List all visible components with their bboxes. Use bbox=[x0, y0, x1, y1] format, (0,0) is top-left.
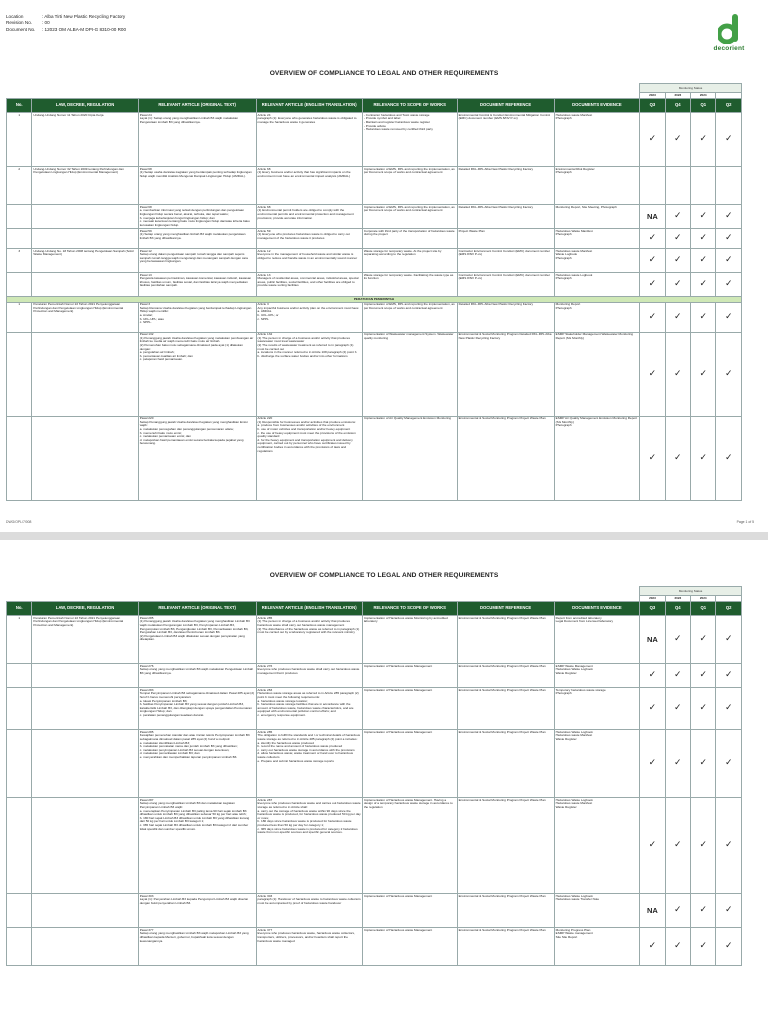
row-number bbox=[7, 928, 32, 966]
status-check-icon: ✓ bbox=[716, 205, 742, 229]
status-na: NA bbox=[640, 894, 665, 928]
column-header: Q1 bbox=[691, 98, 716, 112]
status-na: NA bbox=[640, 616, 665, 664]
column-header: DOCUMENT REFERENCE bbox=[457, 98, 554, 112]
status-check-icon: ✓ bbox=[716, 664, 742, 688]
status-check-icon: ✓ bbox=[665, 894, 690, 928]
status-check-icon bbox=[640, 167, 665, 205]
english-article-cell: Article 276 Everyone who produces hazardous waste shall carry out hazardous waste management that it produces bbox=[256, 664, 362, 688]
header-field-label: Location bbox=[6, 14, 24, 19]
row-number: 1 bbox=[7, 113, 32, 167]
column-header: RELEVANCE TO SCOPE OF WORKS bbox=[362, 98, 457, 112]
row-number bbox=[7, 688, 32, 730]
english-article-cell: Article 283 Hazardous waste storage areas as referred to in Article 285 paragraph (2) point b must meet the following requirements: a. hazardous waste storage location; b. hazardous waste storage facilities that are in accordance with the amount of hazardous waste, hazardous waste characteristics, and are equipped with environmental pollution control efforts; and c. emergency response equipment. bbox=[256, 688, 362, 730]
law-cell: Peraturan Pemerintah Nomor 22 Tahun 2021 Penyelenggaraan Perlindungan dan Pengelolaan Lingkungan Hidup (Environmental Protection and Management) bbox=[32, 616, 138, 664]
decorient-d-icon bbox=[718, 14, 740, 44]
status-check-icon: ✓ bbox=[691, 416, 716, 500]
row-number: 1 bbox=[7, 302, 32, 332]
documents-evidence-cell: Temporary hazardous waste storage Photograph bbox=[554, 688, 640, 730]
status-check-icon: ✓ bbox=[665, 302, 690, 332]
document-reference-cell: Environmental & Social Monitoring Program Project Waste Plan bbox=[457, 894, 554, 928]
status-check-icon: ✓ bbox=[716, 688, 742, 730]
status-check-icon: ✓ bbox=[640, 248, 665, 272]
english-article-cell: Article 220 (1) Responsible for businesses and/or activities that produce emissions: a. produce from businesses and/or activities of the environment b. use of motor vehicles and transportation and/or heavy equipment c. the use of heavy equipment must meet the provisions of the emission quality standard d. for the heavy equipment and transportation equipment and delivery equipment, carried out by personnel who have certificates issued by certification bodies in accordance with the provisions of laws and regulations bbox=[256, 416, 362, 500]
document-reference-cell: Detailed RKL-RPL Alba New Plastic Recycling Factory bbox=[457, 302, 554, 332]
row-number bbox=[7, 798, 32, 894]
relevance-cell: Corporate with third party of the transportation of hazardous waste during the project bbox=[362, 228, 457, 248]
page-title: OVERVIEW OF COMPLIANCE TO LEGAL AND OTHER REQUIREMENTS bbox=[269, 572, 499, 579]
status-check-icon: ✓ bbox=[640, 302, 665, 332]
law-cell bbox=[32, 332, 138, 416]
document-reference-cell: Environmental & Social Monitoring Program Detailed RKL-RPL Alba New Plastic Recycling Factory bbox=[457, 332, 554, 416]
document-reference-cell: Environmental & Social Monitoring Program Project Waste Plan bbox=[457, 928, 554, 966]
english-article-cell: Article 59 (1) Everyone who produces hazardous waste is obliged to carry out management of the hazardous waste it produces bbox=[256, 228, 362, 248]
status-check-icon: ✓ bbox=[665, 416, 690, 500]
status-check-icon: ✓ bbox=[665, 616, 690, 664]
status-check-icon: ✓ bbox=[640, 272, 665, 296]
status-check-icon: ✓ bbox=[640, 664, 665, 688]
status-check-icon bbox=[665, 167, 690, 205]
status-check-icon: ✓ bbox=[691, 664, 716, 688]
status-check-icon: ✓ bbox=[665, 664, 690, 688]
law-cell: Undang-Undang Nomor 11 Tahun 2020 Cipta Kerja bbox=[32, 113, 138, 167]
document-reference-cell: Project Waste Plan bbox=[457, 228, 554, 248]
header-spacer bbox=[7, 84, 640, 93]
documents-evidence-cell: Hazardous Waste Logbook Hazardous waste Manifest Waste Register bbox=[554, 798, 640, 894]
original-article-cell: Pasal 13 Pengelola kawasan permukiman, kawasan komersial, kawasan industri, kawasan khusus, fasilitas umum, fasilitas sosial, dan fasilitas lainnya wajib menyediakan fasilitas pemilahan sampah. bbox=[138, 272, 256, 296]
status-check-icon: ✓ bbox=[691, 730, 716, 798]
relevance-cell: Implementation of Hazardous waste Management bbox=[362, 688, 457, 730]
status-check-icon bbox=[716, 167, 742, 205]
column-header: Q1 bbox=[691, 601, 716, 615]
status-check-icon: ✓ bbox=[691, 205, 716, 229]
status-check-icon: ✓ bbox=[716, 228, 742, 248]
status-check-icon: ✓ bbox=[691, 302, 716, 332]
row-number: 3 bbox=[7, 248, 32, 272]
document-reference-cell: Environmental Control & Conduct Environmental Mitigation Control (EMC) document number (EMS 8/NV P-xx) bbox=[457, 113, 554, 167]
status-check-icon: ✓ bbox=[640, 416, 665, 500]
monitoring-status-label: Monitoring Status bbox=[640, 84, 742, 93]
status-check-icon: ✓ bbox=[716, 416, 742, 500]
column-header: RELEVANCE TO SCOPE OF WORKS bbox=[362, 601, 457, 615]
original-article-cell: Pasal 303 Layat (1): Penyerahan Limbah B3 kepada Pengumpul Limbah B3 wajib disertai dengan bukti penyerahan Limbah B3. bbox=[138, 894, 256, 928]
original-article-cell: Pasal 68 a. memberikan informasi yang terkait dengan perlindungan dan pengelolaan lingkungan hidup secara benar, akurat, terbuka, dan tepat waktu; b. menjaga keberlanjutan fungsi lingkungan hidup; dan c. menaati ketentuan tentang baku mutu lingkungan hidup dan/atau kriteria baku kerusakan lingkungan hidup. bbox=[138, 205, 256, 229]
page-number: Page 1 of 5 bbox=[736, 520, 754, 524]
table-row bbox=[7, 248, 742, 272]
footer-code: DWG/OPL/7/008 bbox=[6, 520, 32, 524]
column-header: Q2 bbox=[716, 98, 742, 112]
status-check-icon: ✓ bbox=[640, 688, 665, 730]
status-check-icon: ✓ bbox=[640, 228, 665, 248]
english-article-cell: Article 68 (1) Every business and/or activity that has significant impacts on the environment must have an environmental impact analysis (AMDAL) bbox=[256, 167, 362, 205]
column-header: LAW, DECREE, REGULATION bbox=[32, 98, 138, 112]
page-title: OVERVIEW OF COMPLIANCE TO LEGAL AND OTHER REQUIREMENTS bbox=[269, 70, 499, 77]
header-field-label: Document No. bbox=[6, 26, 36, 32]
header-spacer bbox=[7, 587, 640, 596]
column-header: LAW, DECREE, REGULATION bbox=[32, 601, 138, 615]
column-header: Q4 bbox=[665, 98, 690, 112]
documents-evidence-cell: Monitoring Progress Plan ESMP Waste management Site Site Report bbox=[554, 928, 640, 966]
law-cell: Undang-Undang Nomor 32 Tahun 2009 tentang Perlindungan dan Pengelolaan Lingkungan Hidup (Environmental Management) bbox=[32, 167, 138, 205]
relevance-cell: Implementation of Hazardous waste Management. Having a design of a temporary hazardous waste storage in accordance to the regulation bbox=[362, 798, 457, 894]
english-article-cell: Article 303 paragraph (1): Handover of hazardous waste to hazardous waste collectors must be accompanied by proof of hazardous waste handover bbox=[256, 894, 362, 928]
table-row bbox=[7, 272, 742, 296]
relevance-cell: Implementation of Air Quality Management Emission Monitoring bbox=[362, 416, 457, 500]
relevance-cell: Implementation of Hazardous waste Management bbox=[362, 928, 457, 966]
law-cell bbox=[32, 730, 138, 798]
header-field-label: Revision No. bbox=[6, 20, 33, 26]
original-article-cell: Pasal 276 Setiap orang yang menghasilkan Limbah B3 wajib melakukan Pengelolaan Limbah B3 yang dihasilkannya. bbox=[138, 664, 256, 688]
table-row bbox=[7, 205, 742, 229]
status-check-icon: ✓ bbox=[691, 616, 716, 664]
status-check-icon: ✓ bbox=[691, 894, 716, 928]
table-row bbox=[7, 302, 742, 332]
header-field-value: : 12023 OM ALBA-M DPI-G 8310-00 R00 bbox=[42, 26, 127, 32]
year-label: 2024 bbox=[691, 93, 716, 99]
relevance-cell: Implementation of EMS, RPL and reporting the implementation, as per Document scope of works and contractual agreement bbox=[362, 167, 457, 205]
row-number bbox=[7, 205, 32, 229]
english-article-cell: Article 285 (1) The person in charge of a business and/or activity that produces hazardous waste shall carry out hazardous waste management (2) The disturbance of the hazardous waste as referred to in paragraph (1) must be carried out by a laboratory registered with the relevant ministry bbox=[256, 616, 362, 664]
law-cell: Peraturan Pemerintah Nomor 22 Tahun 2021 Penyelenggaraan Perlindungan dan Pengelolaan Lingkungan Hidup (Environmental Protection and Management) bbox=[32, 302, 138, 332]
english-article-cell: Article 68 (1) Environmental permit holders are obliged to comply with the environmental permits and environmental protection and management provisions; provide accurate information bbox=[256, 205, 362, 229]
status-check-icon: ✓ bbox=[640, 798, 665, 894]
status-na: NA bbox=[640, 205, 665, 229]
status-check-icon: ✓ bbox=[716, 928, 742, 966]
status-check-icon: ✓ bbox=[665, 332, 690, 416]
page-separator bbox=[0, 532, 768, 540]
status-check-icon: ✓ bbox=[640, 928, 665, 966]
status-check-icon bbox=[691, 167, 716, 205]
documents-evidence-cell: Environmental Risk Register Photograph bbox=[554, 167, 640, 205]
row-number bbox=[7, 416, 32, 500]
status-check-icon: ✓ bbox=[691, 332, 716, 416]
law-cell: Undang-Undang No. 18 Tahun 2008 tentang Pengelolaan Sampah (Solid Waste Management) bbox=[32, 248, 138, 272]
status-check-icon: ✓ bbox=[716, 616, 742, 664]
documents-evidence-cell: Monitoring Report, Site Meeting, Photograph bbox=[554, 205, 640, 229]
relevance-cell: - Contractor hazardous and Toxic waste storage - Provide symbol and label - Maintain and register hazardous waste register - Provide advice - Hazardous waste removed by certified third party bbox=[362, 113, 457, 167]
english-article-cell: Article 13 Managers of residential areas, commercial areas, industrial areas, special areas, public facilities, social facilities, and other facilities are obliged to provide waste sorting facilities bbox=[256, 272, 362, 296]
column-header: Q4 bbox=[665, 601, 690, 615]
year-label: 2023 bbox=[665, 596, 690, 602]
original-article-cell: Pasal 68 (1) Setiap usaha dan/atau kegiatan yang berdampak penting terhadap lingkungan hidup wajib memiliki Analisis Mengenai Dampak Lingkungan Hidup (AMDAL). bbox=[138, 167, 256, 205]
status-check-icon: ✓ bbox=[691, 272, 716, 296]
column-header: DOCUMENT REFERENCE bbox=[457, 601, 554, 615]
law-cell bbox=[32, 272, 138, 296]
document-header-info bbox=[6, 14, 126, 33]
header-field bbox=[6, 27, 126, 33]
table-row bbox=[7, 688, 742, 730]
row-number bbox=[7, 730, 32, 798]
status-check-icon: ✓ bbox=[691, 228, 716, 248]
document-reference-cell: Detailed RKL-RPL Alba New Plastic Recycling Factory bbox=[457, 167, 554, 205]
status-check-icon: ✓ bbox=[716, 894, 742, 928]
original-article-cell: Pasal 283 Tempat Penyimpanan Limbah B3 sebagaimana dimaksud dalam Pasal 285 ayat (2) huruf b harus memenuhi persyaratan: a. lokasi Penyimpanan Limbah B3; b. fasilitas Penyimpanan Limbah B3 yang sesuai dengan jumlah Limbah B3, karakteristik Limbah B3, dan dilengkapi dengan upaya pengendalian Pencemaran Lingkungan Hidup; dan c. peralatan penanggulangan keadaan darurat. bbox=[138, 688, 256, 730]
documents-evidence-cell: Hazardous waste Logbook Photograph bbox=[554, 272, 640, 296]
relevance-cell: Implementation of EMS, RPL and reporting the implementation, as per Document scope of works and contractual agreement bbox=[362, 205, 457, 229]
compliance-table bbox=[6, 83, 742, 501]
header-field-value: : 00 bbox=[42, 20, 50, 26]
monitoring-status-label: Monitoring Status bbox=[640, 587, 742, 596]
original-article-cell: Pasal 220 Setiap Penanggung jawab Usaha dan/atau Kegiatan yang menghasilkan Emisi wajib: a. melakukan pencegahan dan penanggulangan pencemaran udara; b. memenuhi baku mutu emisi; c. melakukan pemantauan emisi; dan d. melaporkan hasil pemantauan emisi secara berkala kepada pejabat yang berwenang. bbox=[138, 416, 256, 500]
status-check-icon: ✓ bbox=[691, 798, 716, 894]
row-number bbox=[7, 272, 32, 296]
relevance-cell: Implementation of Hazardous waste Management bbox=[362, 730, 457, 798]
status-check-icon: ✓ bbox=[716, 248, 742, 272]
documents-evidence-cell: Hazardous waste Manifest Waste Logbook Photograph bbox=[554, 248, 640, 272]
english-article-cell: Article 377 Everyone who produces hazardous waste, hazardous waste collectors, transporters, utilizers, processors, and/or hoarders shall report the hazardous waste managed bbox=[256, 928, 362, 966]
documents-evidence-cell: Hazardous Waste Manifest Photograph bbox=[554, 228, 640, 248]
document-reference-cell: Detailed RKL-RPL Alba New Plastic Recycling Factory bbox=[457, 205, 554, 229]
document-reference-cell: Environmental & Social Monitoring Program Project Waste Plan bbox=[457, 688, 554, 730]
status-check-icon: ✓ bbox=[716, 272, 742, 296]
status-check-icon: ✓ bbox=[640, 730, 665, 798]
document-reference-cell: Contractor Environment Control Conduct (EMC) document number (EMS 8/NV P-xx) bbox=[457, 272, 554, 296]
column-header: RELEVANT ARTICLE (ENGLISH TRANSLATION) bbox=[256, 601, 362, 615]
table-row bbox=[7, 928, 742, 966]
status-check-icon: ✓ bbox=[665, 205, 690, 229]
english-article-cell: Article 3 Any impactful business and/or activity plan on the environment must have: a. AMDAL b. UKL-UPL; or c. SPPL bbox=[256, 302, 362, 332]
original-article-cell: Pasal 12 Setiap orang dalam pengelolaan sampah rumah tangga dan sampah sejenis sampah rumah tangga wajib mengurangi dan menangani sampah dengan cara yang berwawasan lingkungan. bbox=[138, 248, 256, 272]
documents-evidence-cell: ESMP Waste Management Hazardous Waste Logbook Waste Register bbox=[554, 664, 640, 688]
table-row bbox=[7, 167, 742, 205]
status-check-icon: ✓ bbox=[691, 688, 716, 730]
document-reference-cell: Environmental & Social Monitoring Program Project Waste Plan bbox=[457, 798, 554, 894]
row-number bbox=[7, 664, 32, 688]
status-check-icon: ✓ bbox=[640, 113, 665, 167]
year-label: 2023 bbox=[640, 596, 665, 602]
documents-evidence-cell: Hazardous Waste Logbook Hazardous waste Transfer Note bbox=[554, 894, 640, 928]
decorient-logo bbox=[704, 14, 754, 52]
status-check-icon: ✓ bbox=[716, 332, 742, 416]
relevance-cell: Implementation of EMS, RPL and reporting the implementation, as per Document scope of works and contractual agreement bbox=[362, 302, 457, 332]
document-reference-cell: Contractor Environment Control Conduct (EMC) document number (EMS 8/NV P-xx) bbox=[457, 248, 554, 272]
year-label: 2024 bbox=[691, 596, 716, 602]
table-row bbox=[7, 332, 742, 416]
relevance-cell: Waste storage for temporary waste. At the project site by separating according to the regulation bbox=[362, 248, 457, 272]
section-label: PERATURAN PEMERINTAH bbox=[7, 296, 742, 302]
status-check-icon: ✓ bbox=[716, 113, 742, 167]
english-article-cell: Article 132 (1) The person in charge of a business and/or activity that produces wastewater must treat wastewater (2) The results of wastewater treatment as referred to in paragraph (1) must be carried out a. locations in the manner referred to in Article 108 paragraph (2) point b b. discharge the surface water bodies and/or into other formations bbox=[256, 332, 362, 416]
column-header: DOCUMENTS EVIDENCE bbox=[554, 98, 640, 112]
status-check-icon: ✓ bbox=[665, 272, 690, 296]
document-reference-cell: Environmental & Social Monitoring Program Project Waste Plan bbox=[457, 416, 554, 500]
document-reference-cell: Environmental & Social Monitoring Program Project Waste Plan bbox=[457, 616, 554, 664]
relevance-cell: Implementation of Hazardous waste Management bbox=[362, 894, 457, 928]
law-cell bbox=[32, 688, 138, 730]
status-check-icon: ✓ bbox=[716, 302, 742, 332]
status-check-icon: ✓ bbox=[691, 113, 716, 167]
documents-evidence-cell: Report from accredited laboratory Legal Document from Licensed laboratory bbox=[554, 616, 640, 664]
status-check-icon: ✓ bbox=[665, 248, 690, 272]
status-check-icon: ✓ bbox=[640, 332, 665, 416]
table-row bbox=[7, 113, 742, 167]
brand-name: decorient bbox=[713, 45, 745, 52]
law-cell bbox=[32, 798, 138, 894]
document-page-2 bbox=[0, 540, 768, 1024]
status-check-icon: ✓ bbox=[665, 730, 690, 798]
compliance-table bbox=[6, 586, 742, 966]
table-row bbox=[7, 730, 742, 798]
column-header: Q3 bbox=[640, 601, 665, 615]
documents-evidence-cell: ESMP Air Quality Management Emission Monitoring Report (SG Monthly) Photograph bbox=[554, 416, 640, 500]
relevance-cell: Implementation of Hazardous waste Management bbox=[362, 664, 457, 688]
status-check-icon: ✓ bbox=[665, 688, 690, 730]
original-article-cell: Pasal 285 (1) Penanggung jawab Usaha dan/atau Kegiatan yang menghasilkan Limbah B3 wajib melakukan Pengurangan Limbah B3, Penyimpanan Limbah B3, Pengumpulan Limbah B3, Pengangkutan Limbah B3, Pemanfaatan Limbah B3, Pengolahan Limbah B3, dan/atau Penimbunan Limbah B3. (2) Pengelolaan Limbah B3 wajib dilakukan sesuai dengan persyaratan yang ditetapkan. bbox=[138, 616, 256, 664]
document-reference-cell: Environmental & Social Monitoring Program Project Waste Plan bbox=[457, 664, 554, 688]
original-article-cell: Pasal 59 (1) Setiap orang yang menghasilkan limbah B3 wajib melakukan pengelolaan limbah B3 yang dihasilkannya. bbox=[138, 228, 256, 248]
year-label: 2023 bbox=[665, 93, 690, 99]
row-number bbox=[7, 894, 32, 928]
original-article-cell: Pasal 287 Setiap orang yang menghasilkan Limbah B3 dan melakukan kegiatan Penyimpanan Limbah B3 wajib: a. menerapkan Penyimpanan Limbah B3 paling lama 90 hari sejak Limbah B3 dihasilkan untuk Limbah B3 yang dihasilkan sebesar 50 kg per hari atau lebih; b. 180 hari sejak Limbah B3 dihasilkan untuk Limbah B3 yang dihasilkan kurang dari 50 kg per hari untuk Limbah B3 kategori 1; c. 365 hari sejak Limbah B3 dihasilkan untuk Limbah B3 kategori 2 dari sumber tidak spesifik dan sumber spesifik umum. bbox=[138, 798, 256, 894]
header-field-value: : Alba Tirti New Plastic Recycling Factory bbox=[42, 14, 126, 19]
law-cell bbox=[32, 205, 138, 229]
column-header: No. bbox=[7, 98, 32, 112]
document-reference-cell: Environmental & Social Monitoring Program Project Waste Plan bbox=[457, 730, 554, 798]
row-number bbox=[7, 332, 32, 416]
law-cell bbox=[32, 928, 138, 966]
documents-evidence-cell: Hazardous Waste Logbook Hazardous waste Manifest Waste Register bbox=[554, 730, 640, 798]
original-article-cell: Pasal 3 Setiap Rencana Usaha dan/atau Kegiatan yang berdampak terhadap Lingkungan Hidup wajib memiliki: a. Amdal; b. UKL-UPL; atau c. SPPL. bbox=[138, 302, 256, 332]
status-check-icon: ✓ bbox=[665, 228, 690, 248]
status-check-icon: ✓ bbox=[665, 928, 690, 966]
english-article-cell: Article 287 Everyone who produces hazardous waste and carries out hazardous waste storage as referred to in Article shall: a. carry out the storage of hazardous waste within 90 days since the hazardous waste is produced, for hazardous waste produced 50 kg per day or more; b. 180 days since hazardous waste is produced for hazardous waste produced less than 50 kg per day for category 1; c. 365 days since hazardous waste is produced for category 2 hazardous waste from non-specific sources and specific general sources. bbox=[256, 798, 362, 894]
law-cell bbox=[32, 894, 138, 928]
documents-evidence-cell: ESMP Stakeholder Management Wastewater Monitoring Report (SG Monthly) bbox=[554, 332, 640, 416]
relevance-cell: Implementation of Wastewater management System. Wastewater quality monitoring bbox=[362, 332, 457, 416]
original-article-cell: Pasal 285 Kewajiban pemenuhan standar dan atau rincian teknis Penyimpanan Limbah B3 sebagaimana dimaksud dalam pasal 285 ayat (2) huruf a meliputi: a. melakukan identifikasi Limbah B3; b. melakukan pencatatan nama dan jumlah Limbah B3 yang dihasilkan; c. melakukan penyimpanan Limbah B3 sesuai dengan ketentuan; d. melakukan pemanfaatan Limbah B3; dan e. menyerahkan dan memperhatikan laporan penyimpanan Limbah B3. bbox=[138, 730, 256, 798]
status-check-icon: ✓ bbox=[716, 798, 742, 894]
status-check-icon: ✓ bbox=[665, 113, 690, 167]
law-cell bbox=[32, 416, 138, 500]
column-header: No. bbox=[7, 601, 32, 615]
table-row bbox=[7, 798, 742, 894]
column-header: RELEVANT ARTICLE (ORIGINAL TEXT) bbox=[138, 601, 256, 615]
english-article-cell: Article 24 paragraph (1): Everyone who generates hazardous waste is obligated to manage the hazardous waste it generates bbox=[256, 113, 362, 167]
table-row bbox=[7, 616, 742, 664]
english-article-cell: Article 12 Everyone in the management of household waste and similar waste is obliged to reduce and handle waste in an environmentally sound manner bbox=[256, 248, 362, 272]
status-check-icon: ✓ bbox=[716, 730, 742, 798]
original-article-cell: Pasal 377 Setiap orang yang menghasilkan Limbah B3 wajib melaporkan Limbah B3 yang dihasilkan kepada Menteri, gubernur, bupati/wali kota sesuai dengan kewenangannya. bbox=[138, 928, 256, 966]
relevance-cell: Waste storage for temporary waste. Facilitating the waste type as its function bbox=[362, 272, 457, 296]
column-header: RELEVANT ARTICLE (ORIGINAL TEXT) bbox=[138, 98, 256, 112]
column-header: RELEVANT ARTICLE (ENGLISH TRANSLATION) bbox=[256, 98, 362, 112]
status-check-icon: ✓ bbox=[691, 248, 716, 272]
table-row bbox=[7, 664, 742, 688]
law-cell bbox=[32, 664, 138, 688]
english-article-cell: Article 285 The obligation to fulfill the standards and / or technical details of hazardous waste storage as referred to in Article 285 paragraph (2) point a includes: a. identify the hazardous waste produced b. record the name and amount of hazardous waste produced c. carry out hazardous waste storage in accordance with the provisions d. allow hazardous waste; waste treatment or hand over to hazardous waste collectors e. Prepare and submit hazardous waste storage reports bbox=[256, 730, 362, 798]
status-check-icon: ✓ bbox=[691, 928, 716, 966]
law-cell bbox=[32, 228, 138, 248]
row-number bbox=[7, 228, 32, 248]
year-label: 2023 bbox=[640, 93, 665, 99]
column-header: Q3 bbox=[640, 98, 665, 112]
table-row bbox=[7, 416, 742, 500]
original-article-cell: Pasal 24 Layat (1): Setiap orang yang menghasilkan Limbah B3 wajib melakukan Pengelolaan Limbah B3 yang dihasilkannya. bbox=[138, 113, 256, 167]
documents-evidence-cell: Hazardous waste Manifest Photograph bbox=[554, 113, 640, 167]
column-header: DOCUMENTS EVIDENCE bbox=[554, 601, 640, 615]
original-article-cell: Pasal 132 (1) Penanggung jawab Usaha dan/atau Kegiatan yang melakukan pembuangan air limbah ke media air wajib memenuhi baku mutu air limbah. (2) Pemenuhan baku mutu sebagaimana dimaksud pada ayat (1) dilakukan dengan: a. pengolahan air limbah; b. pemantauan kualitas air limbah; dan c. pelaporan hasil pemantauan. bbox=[138, 332, 256, 416]
table-row bbox=[7, 228, 742, 248]
table-row bbox=[7, 894, 742, 928]
documents-evidence-cell: Monitoring Report Photograph bbox=[554, 302, 640, 332]
status-check-icon: ✓ bbox=[665, 798, 690, 894]
relevance-cell: Implementation of Hazardous waste Monitoring by accredited laboratory bbox=[362, 616, 457, 664]
row-number: 1 bbox=[7, 616, 32, 664]
column-header: Q2 bbox=[716, 601, 742, 615]
row-number: 2 bbox=[7, 167, 32, 205]
